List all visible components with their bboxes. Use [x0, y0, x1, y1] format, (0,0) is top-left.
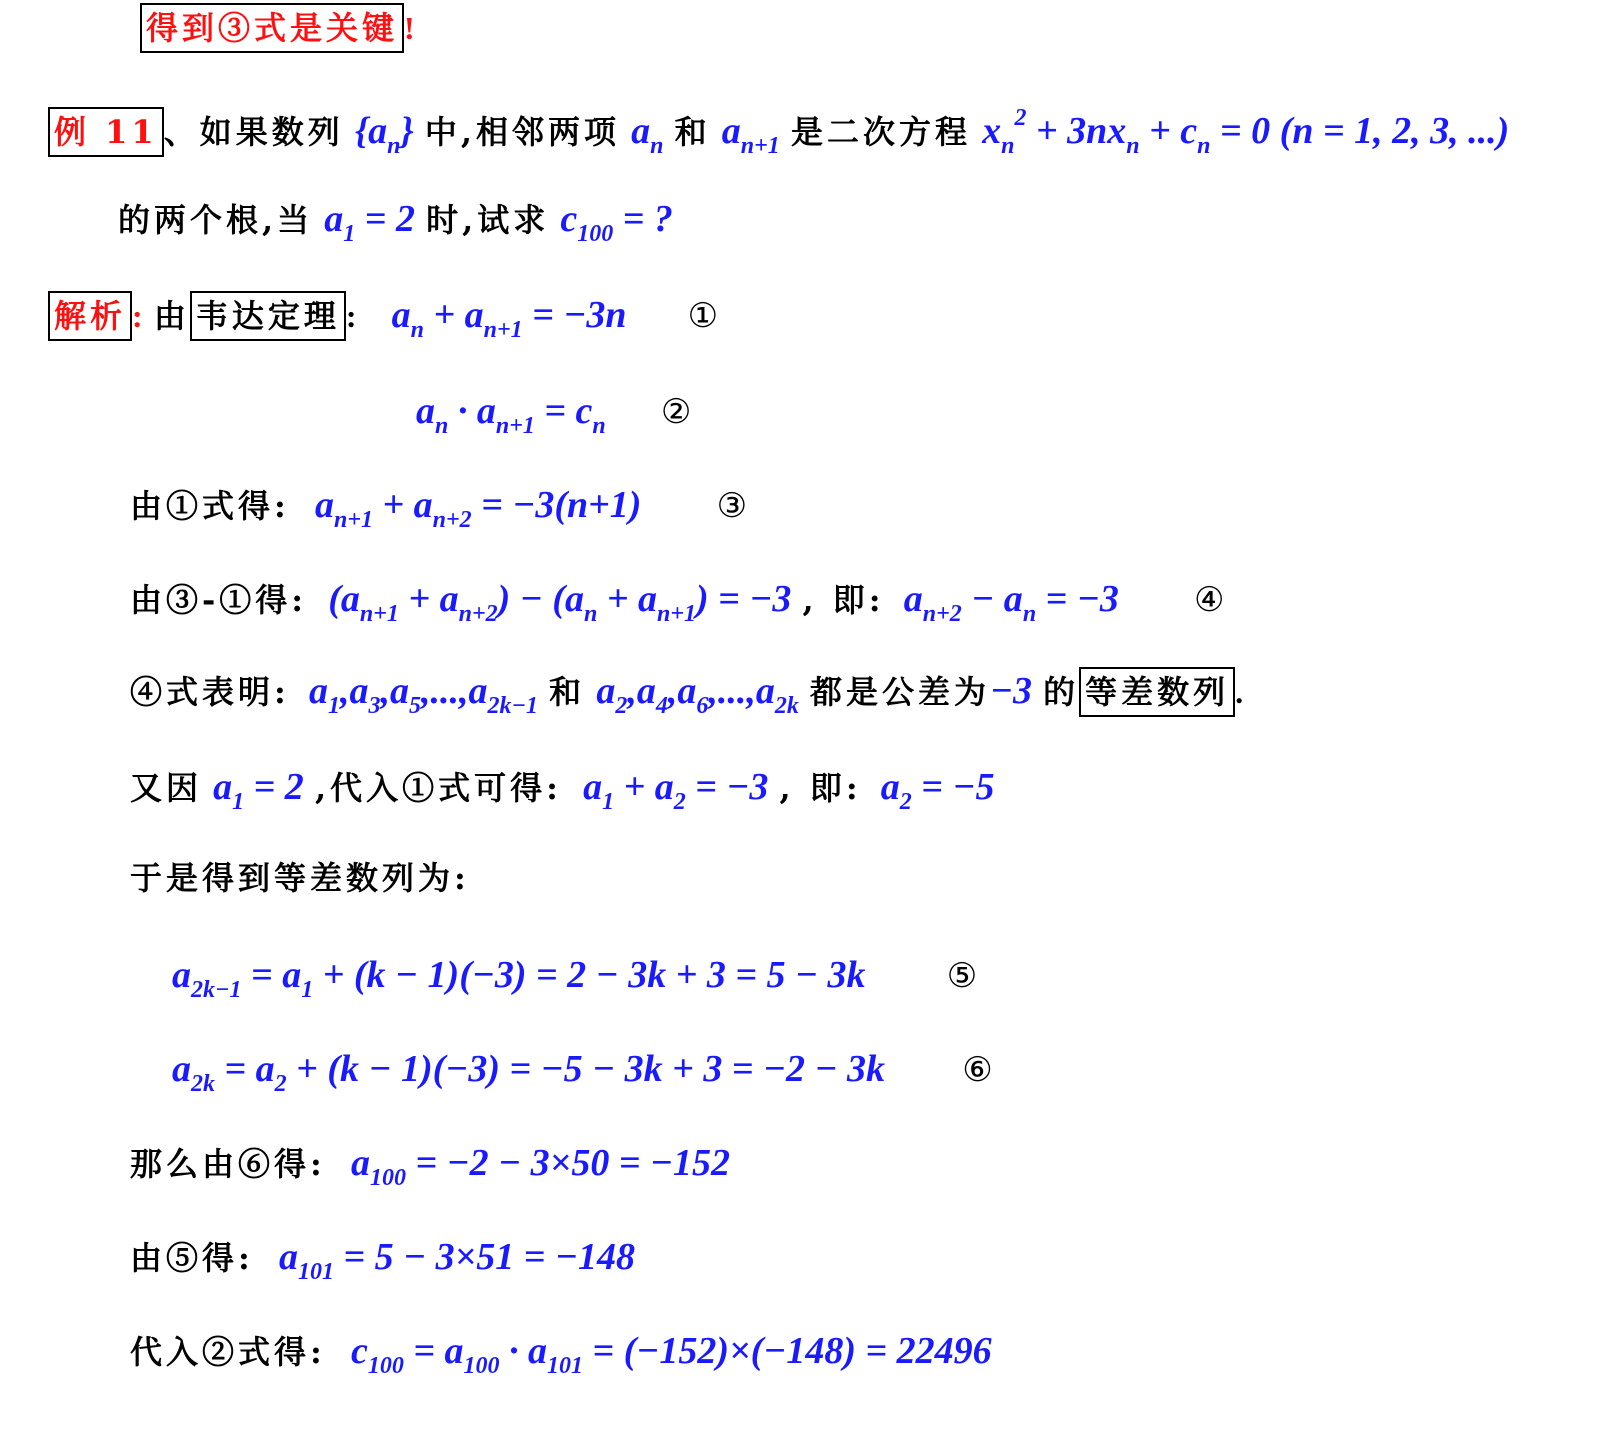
solution-line-6	[0, 768, 994, 814]
mark-6: ⑥	[962, 1050, 993, 1090]
solution-text: 又因	[130, 769, 203, 807]
equation-a100: $a_{100} = -2 - 3\times 50 = -152$	[350, 1142, 731, 1191]
example-line-2	[0, 200, 673, 246]
equation-5: $a_{2k-1} = a_1 + (k - 1)(-3) = 2 - 3k + 3 = 5 - 3k$	[172, 954, 866, 1003]
example-text: 时,试求	[426, 201, 550, 239]
solution-text: 那么由⑥得:	[130, 1145, 326, 1183]
equation-3: $a_{n+1} + a_{n+2} = -3(n+1)$	[314, 484, 642, 533]
solution-text: 和	[549, 673, 586, 711]
equation-4: $(a_{n+1} + a_{n+2}) - (a_n + a_{n+1}) = -3$	[328, 578, 792, 627]
common-difference: −3	[989, 670, 1032, 712]
key-note-bang: !	[404, 10, 415, 46]
quadratic-equation: $x_n^2 + 3nx_n + c_n = 0$ (n = 1, 2, 3, ...)	[982, 105, 1510, 159]
solution-line-4	[0, 580, 1224, 626]
term-an: $a_n$	[631, 110, 664, 159]
equation-a1-a2: $a_1 + a_2 = -3$	[583, 766, 769, 815]
solution-text: , 即:	[779, 769, 862, 807]
solution-text: 由③-①得:	[130, 581, 308, 619]
solution-colon: :	[132, 298, 143, 334]
mark-2: ②	[660, 392, 692, 432]
solution-line-2	[0, 392, 691, 438]
solution-line-1	[0, 296, 718, 342]
solution-text: 由	[153, 297, 190, 335]
solution-text: ,代入①式可得:	[314, 769, 562, 807]
solution-line-7	[0, 859, 470, 897]
solution-line-11	[0, 1238, 635, 1284]
example-label: 例 11	[48, 107, 164, 157]
solution-line-3	[0, 486, 747, 532]
equation-6: $a_{2k} = a_2 + (k - 1)(-3) = -5 - 3k + 3 = -2 - 3k$	[172, 1048, 886, 1097]
solution-label: 解析	[48, 291, 132, 341]
example-text: 和	[674, 113, 711, 151]
key-note-line	[0, 9, 415, 47]
equation-a2: $a_2 = -5$	[880, 766, 995, 815]
question-c100: $c_{100}$ = ?	[560, 198, 673, 247]
solution-line-9	[0, 1050, 993, 1096]
solution-line-8	[0, 956, 977, 1002]
example-line-1	[0, 106, 1509, 158]
term-an1: $a_{n+1}$	[721, 110, 780, 159]
equation-c100: $c_{100} = a_{100} \cdot a_{101} = (-152)\times(-148) = 22496$	[350, 1330, 992, 1379]
equation-a1: $a_1 = 2$	[213, 766, 304, 815]
example-text: 是二次方程	[790, 113, 971, 151]
solution-text: 于是得到等差数列为:	[130, 859, 470, 897]
odd-terms: $a_1,a_3,a_5,...,a_{2k-1}$	[308, 670, 539, 719]
solution-colon: :	[345, 298, 357, 334]
solution-line-5	[0, 672, 1243, 718]
vieta-theorem: 韦达定理	[190, 291, 346, 341]
solution-text: ④式表明:	[130, 673, 290, 711]
solution-text: 代入②式得:	[130, 1333, 326, 1371]
mark-1: ①	[687, 296, 719, 336]
solution-text: 由⑤得:	[130, 1239, 254, 1277]
period: .	[1235, 674, 1244, 710]
mark-5: ⑤	[946, 956, 978, 996]
solution-text: 都是公差为	[809, 673, 990, 711]
equation-1: $a_n + a_{n+1} = -3n$	[391, 294, 627, 343]
equation-a101: $a_{101} = 5 - 3\times 51 = -148$	[278, 1236, 635, 1285]
arithmetic-sequence-term: 等差数列	[1079, 667, 1235, 717]
solution-text: , 即:	[802, 581, 885, 619]
example-text: 如果数列	[199, 113, 344, 151]
equation-4b: $a_{n+2} - a_n = -3$	[903, 578, 1119, 627]
key-note: 得到③式是关键	[140, 3, 404, 53]
solution-line-10	[0, 1144, 730, 1190]
equation-2: $a_n \cdot a_{n+1} = c_n$	[416, 390, 606, 439]
even-terms: $a_2,a_4,a_6,...,a_{2k}$	[596, 670, 799, 719]
solution-text: 的	[1043, 673, 1080, 711]
initial-condition: $a_1 = 2$	[324, 198, 415, 247]
example-sep: 、	[163, 113, 200, 151]
mark-4: ④	[1194, 580, 1225, 620]
solution-line-12	[0, 1332, 992, 1378]
solution-text: 由①式得:	[130, 487, 290, 525]
example-text: 的两个根,当	[118, 201, 314, 239]
sequence-an: $\{a_n\}$	[354, 110, 414, 159]
example-text: 中,相邻两项	[424, 113, 620, 151]
mark-3: ③	[716, 486, 748, 526]
